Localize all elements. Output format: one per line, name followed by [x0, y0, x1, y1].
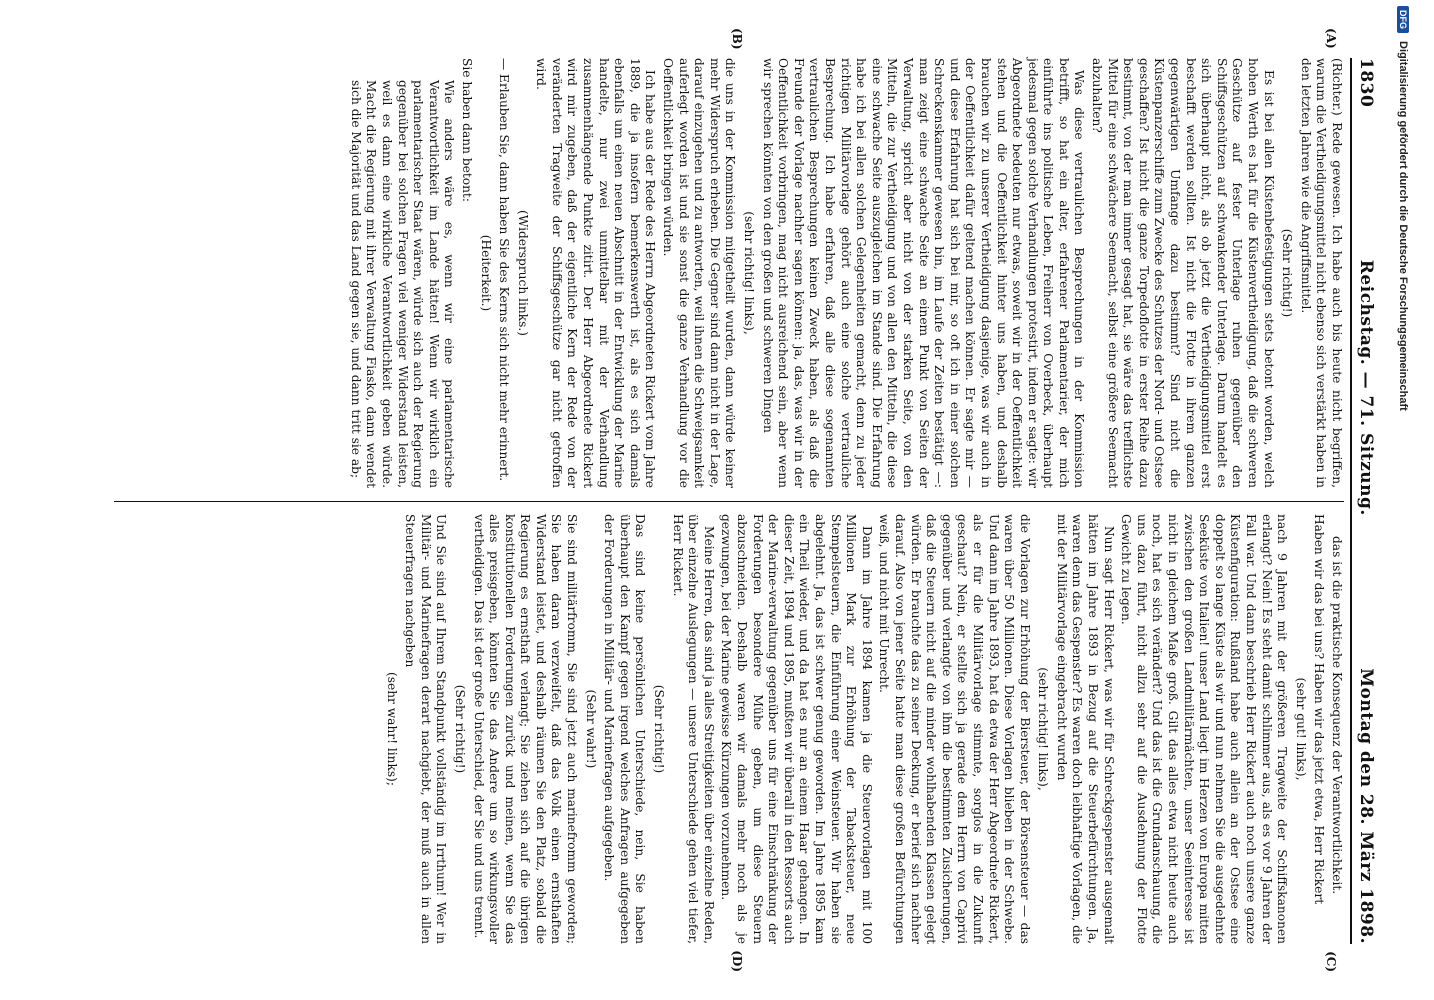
interjection-remark: (Sehr richtig!) — [1280, 228, 1295, 318]
text-paragraph: Ich habe aus der Rede des Herrn Abgeordneten Rickert vom Jahre 1889, die ja insofern bemerkenswerth ist, als es sich damals ebenfalls um einen neuen Abschnitt in der Entwicklung der Marine handelte, nur zwei unmittelbar mit der Verhandlung zusammenhängende Punkte zitirt. Der Herr Abgeordnete Rickert wird mir zugeben, daß der eigentliche Kern der Rede von der veränderten Tragweite der Schiffsgeschütze gar nicht getroffen wird. — [534, 58, 658, 488]
interjection-remark: (Widerspruch links.) — [515, 210, 530, 336]
dfg-logo: DFG — [1397, 6, 1409, 33]
margin-marker-d: (D) — [730, 950, 744, 972]
running-head — [1350, 58, 1376, 944]
left-column — [114, 28, 1344, 488]
margin-marker-c: (C) — [1324, 951, 1338, 972]
text-paragraph: Das sind keine persönlichen Unterschiede, nein, Sie haben überhaupt den Kampf gegen irgend welches Anfragen aufgegeben der Forderungen in Militär- und Marinefragen aufgegeben. — [602, 514, 648, 944]
text-paragraph: die Vorlagen zur Erhöhung der Biersteuer, der Börsensteuer — das waren über 50 Millionen. Diese Vorlagen blieben in der Schwebe. Und dann im Jahre 1893, hat da etwa der Herr Abgeordnete Rickert, als er für die Militärvorlage stimmte, sorglos in die Zukunft geschaut? Nein, er stellte sich ja gerade dem Herrn von Caprivi gegenüber und verlangte von ihm die bestimmten Zusicherungen, daß die Steuern nicht auf die minder wohlhabenden Klassen gelegt würden. Er brauchte das zu seiner Deckung, er berief sich nachher darauf. Also von jener Seite hatte man diese großen Befürchtungen weiß, und nicht mit Unrecht. — [877, 514, 1032, 944]
session-date: Montag den 28. März 1898. — [1356, 668, 1376, 944]
right-column — [114, 514, 1344, 972]
session-title: Reichstag. — 71. Sitzung. — [1356, 259, 1376, 516]
margin-marker-b: (B) — [730, 28, 744, 50]
text-paragraph: Was diese vertraulichen Besprechungen in der Kommission betrifft, so hat ein alter, erfahrener Parlamentarier, der mich einführte ins politische Leben, Freiherr von Overbeck, überhaupt jedesmal gegen solche Verhandlungen protestirt, indem er sagte: wir Abgeordnete bedeuten nur etwas, soweit wir in der Oeffentlichkeit stehen und die Oeffentlichkeit hinter uns haben, und deshalb brauchen wir zu unserer Vertheidigung dasjenige, was wir auch in der Oeffentlichkeit dafür geltend machen können. Er sagte mir — und diese Erfahrung hat sich bei mir, so oft ich in einer solchen Schreckenskammer gewesen bin, im Laufe der Zeiten bestätigt —: man zeigt eine schwache Seite an einem Punkt von Seiten der Verwaltung, spricht aber nicht von der starken Seite, von den Mitteln, die zur Vertheidigung und von allen den Mitteln, die diese eine schwache Seite auszugleichen im Stande sind. Die Erfahrung habe ich bei allen solchen Gelegenheiten gemacht, denn zu jeder richtigen Militärvorlage gehört auch eine solche vertrauliche Besprechung. Ich habe erfahren, daß alle diese sogenannten vertraulichen Besprechungen keinen Zweck haben, als daß die Freunde der Vorlage nachher sagen können: ja, das, was wir in der Oeffentlichkeit vorbringen, mag nicht ausreichend sein, aber wenn wir sprechen könnten von den großen und schweren Dingen — [760, 58, 1087, 488]
interjection-remark: (Sehr richtig!) — [652, 684, 667, 774]
interjection-remark: (Heiterkeit.) — [478, 234, 493, 312]
text-paragraph: Und Sie sind auf Ihrem Standpunkt vollständig im Irrthum! Wer in Militär- und Marinefragen derart nachgiebt, der muß auch in allen Steuerfragen nachgeben — [403, 514, 449, 944]
text-paragraph: — Erlauben Sie, dann haben Sie des Kerns sich nicht mehr erinnert. — [497, 58, 512, 482]
digitization-note — [1394, 6, 1412, 996]
digitization-text: Digitalisierung gefördert durch die Deutsche Forschungsgemeinschaft — [1397, 41, 1409, 411]
text-paragraph: nach 9 Jahren mit der größeren Tragweite der Schiffskanonen erlangt? Nein! Es steht damit schlimmer aus, als es vor 9 Jahren der Fall war. Und dann beschrieb Herr Rickert auch noch unsere ganze Küstenfiguration: Rußland habe auch allein an der Ostsee eine doppelt so lange Küste als wir und nun nehmen Sie die ausgedehnte Seeküste von Italien! unser Land liegt im Herzen von Europa mitten zwischen den großen Landmilitärmächten, unser Seeinteresse ist nicht in gleichem Maße groß. Gilt das alles etwa nicht heute auch noch, hat es sich verändert? Und das ist die Grundanschauung, die uns dazu führt, nicht allzu sehr auf die Ausdehnung der Flotte Gewicht zu legen. — [1119, 514, 1290, 944]
interjection-remark: (sehr wahr! links); — [384, 671, 399, 787]
text-paragraph: die uns in der Kommission mitgetheilt wurden, dann würde keiner mehr Widerspruch erheben. Die Gegner sind dann nicht in der Lage, darauf einzugehen und zu antworten, weil ihnen die Schweigsamkeit auferlegt worden ist und sie sonst die ganze Verhandlung vor die Oeffentlichkeit bringen würden. — [661, 58, 738, 488]
text-paragraph: das ist die praktische Konsequenz der Verantwortlichkeit. — [1330, 536, 1344, 895]
text-paragraph: Meine Herren, das sind ja alles Streitigkeiten über einzelne Reden, über einzelne Auslegungen — unsere Unterschiede gehen viel tiefer, Herr Rickert. — [670, 514, 716, 944]
margin-marker-a: (A) — [1324, 28, 1338, 49]
text-paragraph: Sie haben dann betont: — [459, 58, 474, 202]
interjection-remark: (Sehr richtig!) — [452, 684, 467, 774]
text-paragraph: (Richter.) Rede gewesen. Ich habe auch bis heute nicht begriffen, warum die Vertheidigungsmittel nicht ebenso sich verstärkt haben in den letzten Jahren wie die Angriffsmittel. — [1298, 58, 1344, 488]
interjection-remark: (sehr gut! links), — [1293, 677, 1308, 781]
text-paragraph: Haben wir das bei uns? Haben wir das jetzt etwa, Herr Rickert — [1312, 514, 1327, 905]
text-paragraph: Es ist bei allen Küstenbefestigungen stets betont worden, welch hohen Werth es hat für die Küstenvertheidigung, daß die schweren Geschütze auf fester Unterlage ruhen gegenüber den Schiffsgeschützen auf schwankender Unterlage. Darum handelt es sich überhaupt nicht, als ob jetzt die Vertheidigungsmittel erst beschafft werden sollten. Ist nicht die Flotte in ihrem ganzen gegenwärtigen Umfange dazu bestimmt? Sind nicht die Küstenpanzerschiffe zum Zwecke des Schutzes der Nord- und Ostsee geschaffen? Ist nicht die ganze Torpedoflotte in erster Reihe dazu bestimmt, von der man immer gesagt hat, sie wäre das trefflichste Mittel für eine schwächere Seemacht, selbst eine größere Seemacht abzuhalten? — [1090, 58, 1276, 488]
interjection-remark: (sehr richtig! links), — [742, 211, 757, 335]
interjection-remark: (Sehr wahr!) — [583, 689, 598, 769]
document-page — [70, 18, 1390, 978]
column-divider — [114, 501, 1344, 502]
page-number: 1830 — [1356, 58, 1376, 108]
interjection-remark: (sehr richtig! links), — [1036, 667, 1051, 791]
text-paragraph: Sie sind militärfromm, Sie sind jetzt auch marinefromm geworden; Sie haben daran verzweifelt, daß das Volk einen ernsthaften Widerstand leistet, und deshalb räumen Sie den Platz, sobald die Regierung es ernsthaft verlangt; Sie ziehen sich auf die übrigen konstitutionellen Forderungen zurück und meinen, wenn Sie das alles preisgeben, könnten Sie das Andere um so wirkungsvoller vertheidigen. Das ist der große Unterschied, der Sie und uns trennt. — [471, 514, 580, 944]
text-columns — [114, 28, 1344, 972]
text-paragraph: Dann im Jahre 1894 kamen ja die Steuervorlagen mit 100 Millionen Mark zur Erhöhung der Tabacksteuer, neue Stempelsteuern, die Einführung einer Weinsteuer. Wir haben sie abgelehnt. Ja, das ist schwer genug geworden. Im Jahre 1895 kam ein Theil wieder, und da hat es nur an einem Haar gehangen. In dieser Zeit, 1894 und 1895, mußten wir überall in den Ressorts auch der Marine-verwaltung gegenüber uns für eine Einschränkung der Forderungen besondere Mühe geben, um diese Steuern abzuschneiden. Deshalb waren wir damals mehr noch als je gezwungen, bei der Marine gewisse Kürzungen vorzunehmen. — [719, 514, 874, 944]
text-paragraph: Wie anders wäre es, wenn wir eine parlamentarische Verantwortlichkeit im Lande hätten! Wenn wir wirklich ein parlamentarischer Staat wären, würde sich auch der Regierung gegenüber bei solchen Fragen viel weniger Widerstand leisten, weil es dann eine wirkliche Verantwortlichkeit geben würde. Macht die Regierung mit ihrer Verwaltung Fiasko, dann wendet sich die Majorität und das Land gegen sie, und dann tritt sie ab; — [348, 80, 457, 488]
text-paragraph: Nun sagt Herr Rickert, was wir für Schreckgespenster ausgemalt hätten im Jahre 1893 in Bezug auf die Steuerbefürchtungen. Ja, waren denn das Gespenster? Es waren doch leibhaftige Vorlagen, die mit der Militärvorlage eingebracht wurden — [1054, 514, 1116, 944]
